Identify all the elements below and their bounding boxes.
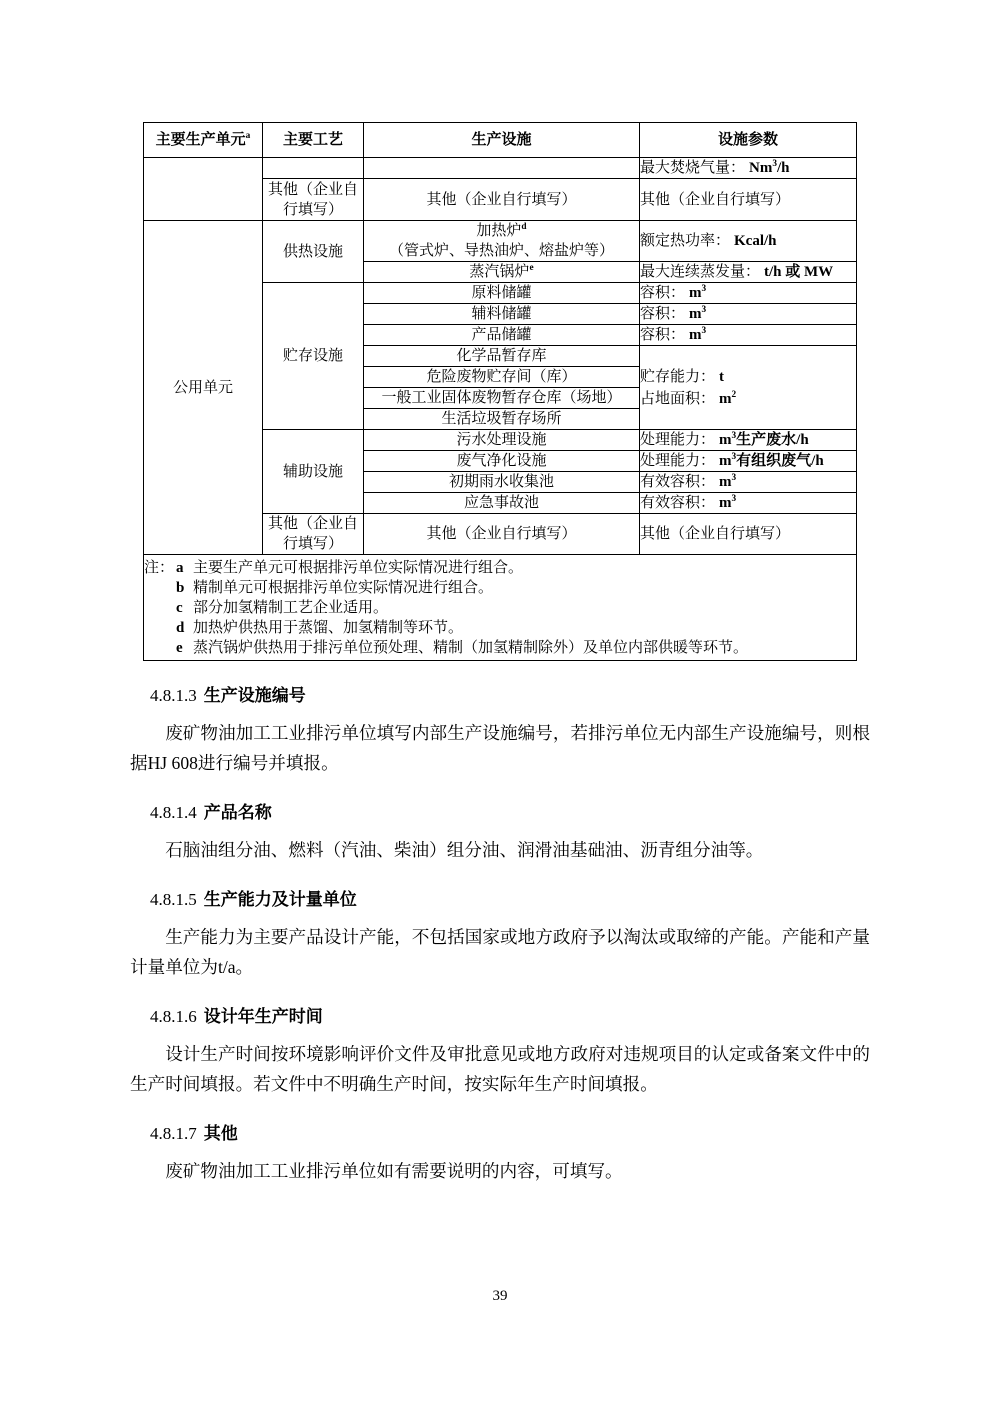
param-cell-raw-tank: 容积： $m^3$ bbox=[640, 283, 857, 304]
section-title: 生产能力及计量单位 bbox=[203, 890, 357, 909]
section-paragraph: 生产能力为主要产品设计产能，不包括国家或地方政府予以淘汰或取缔的产能。产能和产量计量单位为t/a。 bbox=[130, 927, 870, 977]
process-cell-auxiliary: 辅助设施 bbox=[263, 430, 364, 514]
facility-cell-other-bottom: 其他（企业自行填写） bbox=[364, 514, 640, 555]
note-line-a: 注： a 主要生产单元可根据排污单位实际情况进行组合。 bbox=[144, 559, 524, 576]
param-cell-burn-gas: 最大焚烧气量： Nm$^3$/h bbox=[640, 158, 857, 179]
section-number: 4.8.1.4 bbox=[150, 803, 197, 822]
header-superscript: a bbox=[245, 131, 251, 141]
col-header-facility: 生产设施 bbox=[364, 123, 640, 158]
param-cell-heater: 额定热功率： Kcal/h bbox=[640, 221, 857, 262]
table-header-row bbox=[144, 123, 857, 158]
facility-cell-other: 其他（企业自行填写） bbox=[364, 179, 640, 221]
facility-cell-solid-waste-store: 一般工业固体废物暂存仓库（场地） bbox=[364, 388, 640, 409]
table-notes-row bbox=[144, 555, 857, 661]
section-paragraph: 废矿物油加工工业排污单位如有需要说明的内容，可填写。 bbox=[165, 1161, 623, 1181]
param-cell-storage-merged bbox=[640, 346, 857, 430]
section-heading-4813 bbox=[130, 685, 870, 706]
param-line-capacity: 贮存能力： t bbox=[640, 368, 725, 385]
section-paragraph: 废矿物油加工工业排污单位填写内部生产设施编号，若排污单位无内部生产设施编号，则根据HJ 608进行编号并填报。 bbox=[130, 723, 870, 773]
process-cell-storage: 贮存设施 bbox=[263, 283, 364, 430]
note-line-e: e 蒸汽锅炉供热用于排污单位预处理、精制（加氢精制除外）及单位内部供暖等环节。 bbox=[176, 639, 749, 656]
empty-process-cell bbox=[263, 158, 364, 179]
page-number: 39 bbox=[492, 1288, 508, 1304]
table-row bbox=[144, 158, 857, 179]
section-number: 4.8.1.7 bbox=[150, 1124, 197, 1143]
section-title: 产品名称 bbox=[203, 803, 272, 822]
param-cell-wastewater: 处理能力： $m^3$生产废水/h bbox=[640, 430, 857, 451]
facility-cell-hazardous-waste-store: 危险废物贮存间（库） bbox=[364, 367, 640, 388]
facility-cell-domestic-garbage-store: 生活垃圾暂存场所 bbox=[364, 409, 640, 430]
section-paragraph: 设计生产时间按环境影响评价文件及审批意见或地方政府对违规项目的认定或备案文件中的生产时间填报。若文件中不明确生产时间，按实际年生产时间填报。 bbox=[130, 1044, 870, 1094]
param-line-area: 占地面积： $m^2$ bbox=[640, 389, 737, 407]
section-heading-4815 bbox=[130, 889, 870, 910]
param-cell-emergency-pool: 有效容积： $m^3$ bbox=[640, 493, 857, 514]
facility-cell-rainwater-pool: 初期雨水收集池 bbox=[364, 472, 640, 493]
section-paragraph: 石脑油组分油、燃料（汽油、柴油）组分油、润滑油基础油、沥青组分油等。 bbox=[165, 840, 764, 860]
facility-superscript: d bbox=[521, 222, 527, 232]
facility-superscript: e bbox=[529, 263, 534, 273]
facility-cell-chemical-store: 化学品暂存库 bbox=[364, 346, 640, 367]
facility-cell-wastewater: 污水处理设施 bbox=[364, 430, 640, 451]
note-line-b: b 精制单元可根据排污单位实际情况进行组合。 bbox=[176, 579, 494, 596]
note-line-c: c 部分加氢精制工艺企业适用。 bbox=[176, 599, 389, 616]
process-cell-other-bottom: 其他（企业自行填写） bbox=[263, 514, 364, 555]
table-row bbox=[144, 221, 857, 262]
col-header-parameter: 设施参数 bbox=[640, 123, 857, 158]
section-number: 4.8.1.3 bbox=[150, 686, 197, 705]
note-line-d: d 加热炉供热用于蒸馏、加氢精制等环节。 bbox=[176, 619, 464, 636]
process-cell-heating: 供热设施 bbox=[263, 221, 364, 283]
param-cell-auxiliary-tank: 容积： $m^3$ bbox=[640, 304, 857, 325]
param-cell-steam-boiler: 最大连续蒸发量： t/h 或 MW bbox=[640, 262, 857, 283]
col-header-production-unit: 主要生产单元$^a$ bbox=[144, 123, 263, 158]
col-header-process: 主要工艺 bbox=[263, 123, 364, 158]
param-cell-rainwater-pool: 有效容积： $m^3$ bbox=[640, 472, 857, 493]
section-heading-4816 bbox=[130, 1006, 870, 1027]
facility-cell-raw-tank: 原料储罐 bbox=[364, 283, 640, 304]
empty-unit-cell bbox=[144, 158, 263, 221]
param-cell-other: 其他（企业自行填写） bbox=[640, 179, 857, 221]
unit-cell-public: 公用单元 bbox=[144, 221, 263, 555]
process-cell-other: 其他（企业自行填写） bbox=[263, 179, 364, 221]
section-heading-4817 bbox=[130, 1123, 870, 1144]
facility-cell-heater: 加热炉$^d$（管式炉、导热油炉、熔盐炉等） bbox=[364, 221, 640, 262]
section-number: 4.8.1.6 bbox=[150, 1007, 197, 1026]
section-title: 其他 bbox=[203, 1124, 238, 1143]
page-content bbox=[130, 122, 870, 1186]
table-notes bbox=[144, 555, 857, 661]
section-title: 设计年生产时间 bbox=[203, 1007, 323, 1026]
param-cell-gas-purification: 处理能力： $m^3$有组织废气/h bbox=[640, 451, 857, 472]
facility-cell-auxiliary-tank: 辅料储罐 bbox=[364, 304, 640, 325]
facility-cell-emergency-pool: 应急事故池 bbox=[364, 493, 640, 514]
facility-cell-steam-boiler: 蒸汽锅炉$^e$ bbox=[364, 262, 640, 283]
param-cell-other-bottom: 其他（企业自行填写） bbox=[640, 514, 857, 555]
production-facility-table bbox=[143, 122, 857, 661]
section-title: 生产设施编号 bbox=[203, 686, 306, 705]
facility-cell-gas-purification: 废气净化设施 bbox=[364, 451, 640, 472]
section-number: 4.8.1.5 bbox=[150, 890, 197, 909]
empty-facility-cell bbox=[364, 158, 640, 179]
facility-cell-product-tank: 产品储罐 bbox=[364, 325, 640, 346]
param-cell-product-tank: 容积： $m^3$ bbox=[640, 325, 857, 346]
section-heading-4814 bbox=[130, 802, 870, 823]
